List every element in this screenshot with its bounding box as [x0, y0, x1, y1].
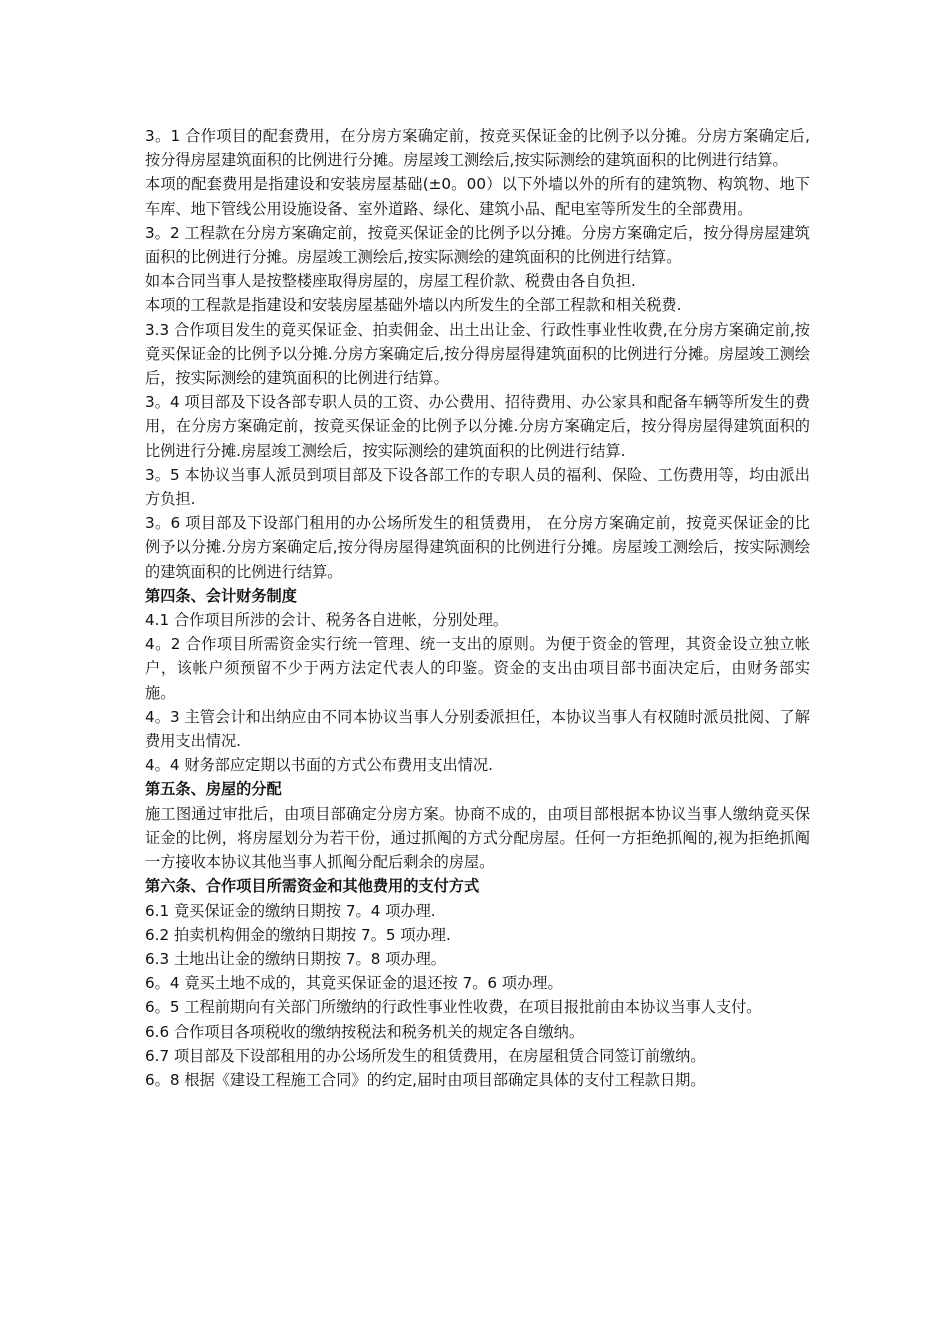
paragraph-4-4: 4。4 财务部应定期以书面的方式公布费用支出情况. — [145, 756, 493, 775]
paragraph-3-1: 3。1 合作项目的配套费用，在分房方案确定前，按竞买保证金的比例予以分摊。分房方案确定后,按分得房屋建筑面积的比例进行分摊。房屋竣工测绘后,按实际测绘的建筑面积的比例进行结算。 — [145, 127, 810, 170]
paragraph-3-1-note: 本项的配套费用是指建设和安装房屋基础(±0。00）以下外墙以外的所有的建筑物、构筑物、地下车库、地下管线公用设施设备、室外道路、绿化、建筑小品、配电室等所发生的全部费用。 — [145, 175, 810, 218]
paragraph-4-1: 4.1 合作项目所涉的会计、税务各自进帐，分别处理。 — [145, 611, 509, 630]
paragraph-6-1: 6.1 竟买保证金的缴纳日期按 7。4 项办理. — [145, 901, 436, 920]
paragraph-6-2: 6.2 拍卖机构佣金的缴纳日期按 7。5 项办理. — [145, 925, 451, 944]
section-heading-article-6: 第六条、合作项目所需资金和其他费用的支付方式 — [145, 877, 480, 896]
paragraph-3-4: 3。4 项目部及下设各部专职人员的工资、办公费用、招待费用、办公家具和配备车辆等所发生的费用，在分房方案确定前，按竟买保证金的比例予以分摊.分房方案确定后，按分得房屋得建筑面积的比例进行分摊.房屋竣工测绘后，按实际测绘的建筑面积的比例进行结算. — [145, 393, 810, 460]
paragraph-6-6: 6.6 合作项目各项税收的缴纳按税法和税务机关的规定各自缴纳。 — [145, 1022, 585, 1041]
paragraph-3-2-note-a: 如本合同当事人是按整楼座取得房屋的，房屋工程价款、税费由各自负担. — [145, 272, 636, 291]
document-page — [145, 124, 810, 1092]
paragraph-6-7: 6.7 项目部及下设部租用的办公场所发生的租赁费用，在房屋租赁合同签订前缴纳。 — [145, 1046, 706, 1065]
section-heading-article-5: 第五条、房屋的分配 — [145, 780, 282, 799]
paragraph-4-2: 4。2 合作项目所需资金实行统一管理、统一支出的原则。为便于资金的管理，其资金设立独立帐户，该帐户须预留不少于两方法定代表人的印鉴。资金的支出由项目部书面决定后，由财务部实施。 — [145, 635, 810, 702]
paragraph-3-5: 3。5 本协议当事人派员到项目部及下设各部工作的专职人员的福利、保险、工伤费用等，均由派出方负担. — [145, 465, 810, 509]
paragraph-6-4: 6。4 竟买土地不成的，其竟买保证金的退还按 7。6 项办理。 — [145, 974, 563, 993]
paragraph-3-2: 3。2 工程款在分房方案确定前，按竟买保证金的比例予以分摊。分房方案确定后，按分得房屋建筑面积的比例进行分摊。房屋竣工测绘后,按实际测绘的建筑面积的比例进行结算。 — [145, 223, 810, 267]
paragraph-3-3: 3.3 合作项目发生的竟买保证金、拍卖佣金、出土出让金、行政性事业性收费,在分房方案确定前,按竟买保证金的比例予以分摊.分房方案确定后,按分得房屋得建筑面积的比例进行分摊。房屋竣工测绘后，按实际测绘的建筑面积的比例进行结算。 — [145, 320, 810, 388]
paragraph-3-6: 3。6 项目部及下设部门租用的办公场所发生的租赁费用， 在分房方案确定前，按竟买保证金的比例予以分摊.分房方案确定后,按分得房屋得建筑面积的比例进行分摊。房屋竣工测绘后，按实际测绘的建筑面积的比例进行结算。 — [145, 514, 810, 581]
section-heading-article-4: 第四条、会计财务制度 — [145, 586, 297, 605]
paragraph-4-3: 4。3 主管会计和出纳应由不同本协议当事人分别委派担任，本协议当事人有权随时派员批阅、了解费用支出情况. — [145, 707, 810, 751]
paragraph-5: 施工图通过审批后，由项目部确定分房方案。协商不成的，由项目部根据本协议当事人缴纳竟买保证金的比例，将房屋划分为若干份，通过抓阄的方式分配房屋。任何一方拒绝抓阄的,视为拒绝抓阄一方接收本协议其他当事人抓阄分配后剩余的房屋。 — [145, 804, 810, 872]
paragraph-6-8: 6。8 根据《建设工程施工合同》的约定,届时由项目部确定具体的支付工程款日期。 — [145, 1070, 706, 1089]
paragraph-6-5: 6。5 工程前期向有关部门所缴纳的行政性事业性收费，在项目报批前由本协议当事人支付。 — [145, 998, 762, 1017]
paragraph-6-3: 6.3 土地出让金的缴纳日期按 7。8 项办理。 — [145, 949, 446, 968]
paragraph-3-2-note-b: 本项的工程款是指建设和安装房屋基础外墙以内所发生的全部工程款和相关税费. — [145, 296, 682, 315]
